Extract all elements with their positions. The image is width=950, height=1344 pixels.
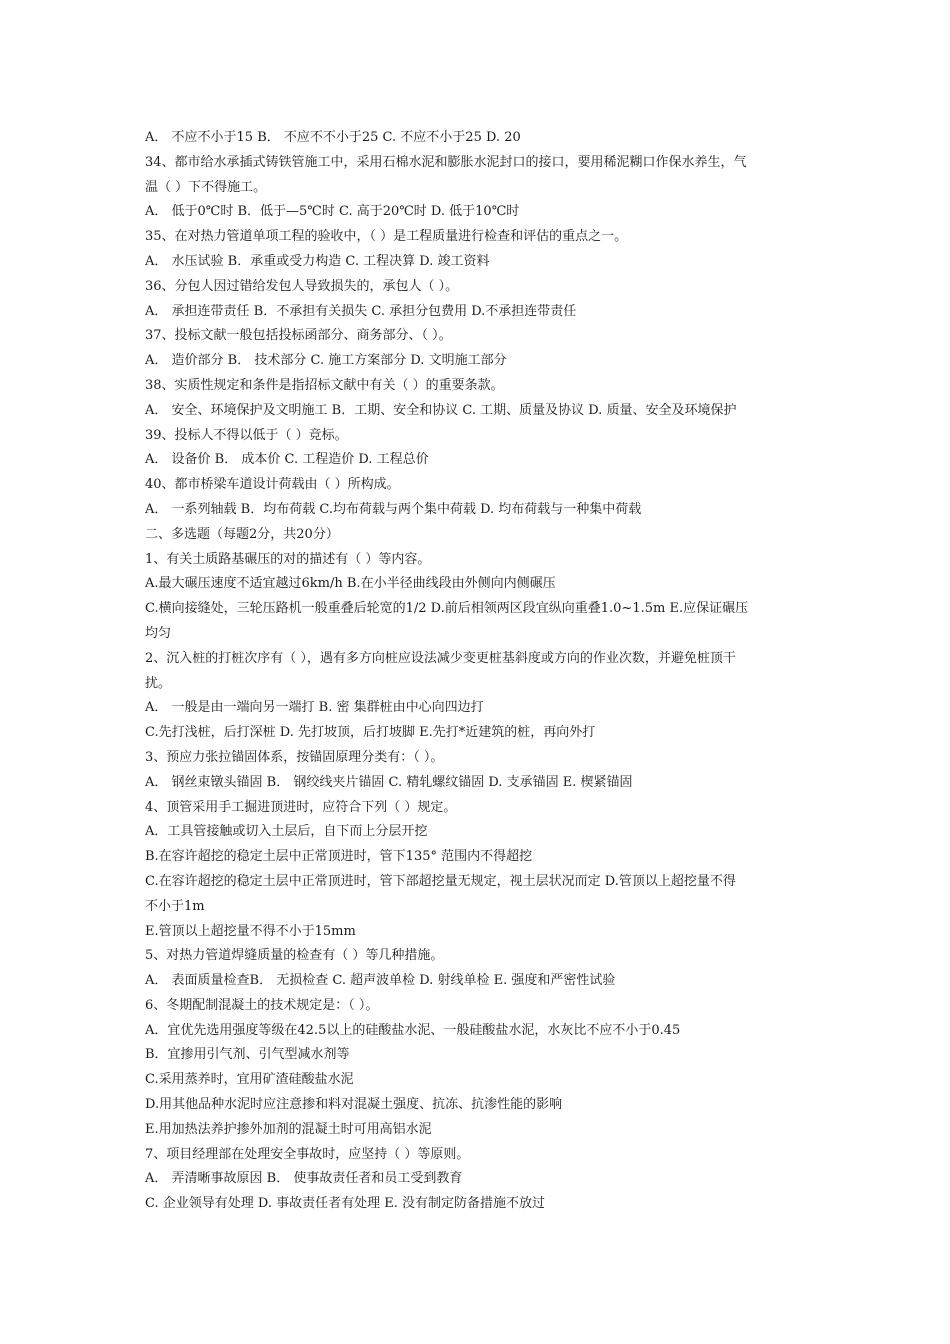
text-line: D.用其他品种水泥时应注意掺和料对混凝土强度、抗冻、抗渗性能的影响 xyxy=(145,1097,563,1113)
text-line: 40、都市桥梁车道设计荷载由（ ）所构成。 xyxy=(145,477,400,493)
text-line: B.在容许超挖的稳定土层中正常顶进时，管下135° 范围内不得超挖 xyxy=(145,849,533,865)
text-line: 7、项目经理部在处理安全事故时，应坚持（ ）等原则。 xyxy=(145,1146,470,1162)
text-line: 37、投标文献一般包括投标函部分、商务部分、（ ）。 xyxy=(145,328,452,344)
text-line: A．宜优先选用强度等级在42.5以上的硅酸盐水泥、一般硅酸盐水泥，水灰比不应不小于0.45 xyxy=(145,1022,681,1038)
text-line: A． 一系列轴载 B．均布荷载 C.均布荷载与两个集中荷载 D. 均布荷载与一种集中荷载 xyxy=(145,501,642,517)
text-line: 温（ ）下不得施工。 xyxy=(145,179,267,195)
text-line: A． 弄清晰事故原因 B． 使事故责任者和员工受到教育 xyxy=(145,1171,463,1187)
text-line: 二、多选题（每题2分，共20分） xyxy=(145,526,339,542)
text-line: A.最大碾压速度不适宜越过6km/h B.在小半径曲线段由外侧向内侧碾压 xyxy=(145,576,556,592)
text-line: 不小于1m xyxy=(145,898,205,914)
text-line: B．宜掺用引气剂、引气型减水剂等 xyxy=(145,1047,350,1063)
text-line: E.管顶以上超挖量不得不小于15mm xyxy=(145,923,356,939)
text-line: A． 不应不小于15 B． 不应不不小于25 C. 不应不小于25 D. 20 xyxy=(145,130,521,145)
text-line: A． 水压试验 B．承重或受力构造 C. 工程决算 D. 竣工资料 xyxy=(145,253,490,269)
text-line: A． 安全、环境保护及文明施工 B．工期、安全和协议 C. 工期、质量及协议 D. 质量、安全及环境保护 xyxy=(145,402,737,418)
text-line: A． 钢丝束镦头锚固 B． 钢绞线夹片锚固 C. 精轧螺纹锚固 D. 支承锚固 E. 楔紧锚固 xyxy=(145,774,633,790)
text-line: A． 设备价 B． 成本价 C. 工程造价 D. 工程总价 xyxy=(145,452,429,468)
text-line: A． 一般是由一端向另一端打 B. 密 集群桩由中心向四边打 xyxy=(145,700,484,716)
text-line: A．工具管接触或切入土层后，自下而上分层开挖 xyxy=(145,824,428,840)
text-line: C.横向接缝处，三轮压路机一般重叠后轮宽的1/2 D.前后相领两区段宜纵向重叠1.0~1.5m E.应保证碾压 xyxy=(145,601,749,617)
text-line: C.在容许超挖的稳定土层中正常顶进时，管下部超挖量无规定，视土层状况而定 D.管顶以上超挖量不得 xyxy=(145,873,736,889)
text-line: 6、冬期配制混凝土的技术规定是：（ ）。 xyxy=(145,997,379,1013)
text-line: 扰。 xyxy=(145,675,172,691)
text-line: 均匀 xyxy=(145,625,172,641)
text-line: E.用加热法养护掺外加剂的混凝土时可用高铝水泥 xyxy=(145,1121,432,1137)
text-line: 5、对热力管道焊缝质量的检查有（ ）等几种措施。 xyxy=(145,948,444,964)
text-line: C.先打浅桩，后打深桩 D. 先打坡顶，后打坡脚 E.先打*近建筑的桩，再向外打 xyxy=(145,725,596,741)
text-line: A． 造价部分 B． 技术部分 C. 施工方案部分 D. 文明施工部分 xyxy=(145,353,507,369)
text-line: 35、在对热力管道单项工程的验收中，（ ）是工程质量进行检查和评估的重点之一。 xyxy=(145,229,628,245)
document-body xyxy=(145,126,813,1217)
text-line: A． 表面质量检查B． 无损检查 C. 超声波单检 D. 射线单检 E. 强度和严密性试验 xyxy=(145,973,616,989)
text-line: 39、投标人不得以低于（ ）竞标。 xyxy=(145,427,348,443)
text-line: 3、预应力张拉锚固体系，按锚固原理分类有：（ ）。 xyxy=(145,749,444,765)
text-line: 38、实质性规定和条件是指招标文献中有关（ ）的重要条款。 xyxy=(145,377,504,393)
text-line: 36、分包人因过错给发包人导致损失的，承包人（ ）。 xyxy=(145,278,459,294)
text-line: 34、都市给水承插式铸铁管施工中，采用石棉水泥和膨胀水泥封口的接口，要用稀泥糊口作保水养生，气 xyxy=(145,154,747,170)
text-line: 1、有关土质路基碾压的对的描述有（ ）等内容。 xyxy=(145,551,431,567)
text-line: A． 承担连带责任 B．不承担有关损失 C. 承担分包费用 D.不承担连带责任 xyxy=(145,303,577,319)
text-line: C.采用蒸养时，宜用矿渣硅酸盐水泥 xyxy=(145,1072,354,1088)
text-line: 2、沉入桩的打桩次序有（ ），遇有多方向桩应设法减少变更桩基斜度或方向的作业次数，并避免桩顶干 xyxy=(145,650,736,666)
text-line: 4、顶管采用手工掘进顶进时，应符合下列（ ）规定。 xyxy=(145,799,457,815)
text-line: A． 低于0℃时 B．低于—5℃时 C. 高于20℃时 D. 低于10℃时 xyxy=(145,204,520,220)
text-line: C. 企业领导有处理 D. 事故责任者有处理 E. 没有制定防备措施不放过 xyxy=(145,1196,545,1212)
